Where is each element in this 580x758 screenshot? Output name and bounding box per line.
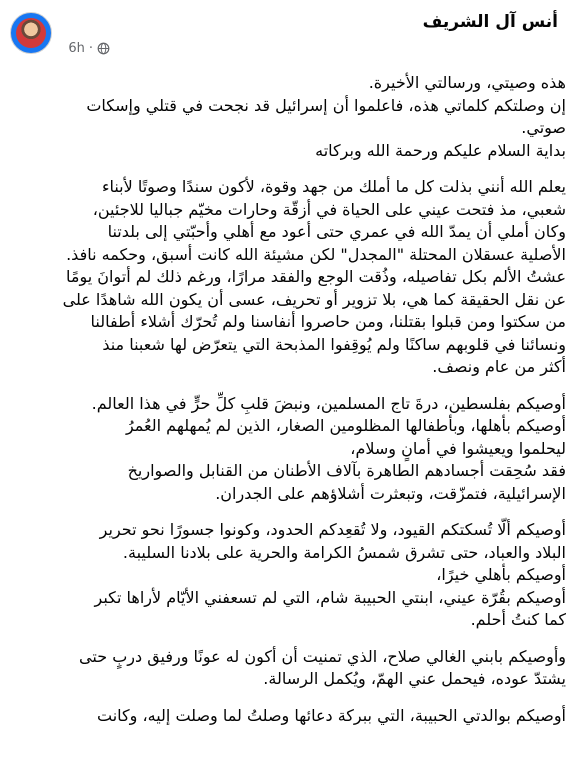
post-paragraph [14,646,566,691]
post-paragraph [14,393,566,506]
globe-icon [97,42,110,55]
post-text-line: عشتُ الألم بكل تفاصيله، وذُقت الوجع والفقد مرارًا، ورغم ذلك لم أتوانَ يومًا [66,267,566,286]
post-paragraph [14,705,566,728]
post-text-line: بداية السلام عليكم ورحمة الله وبركاته [315,140,566,160]
post-paragraph [14,519,566,632]
post-text-line: شعبي، مذ فتحت عيني على الحياة في أزقّة وحارات مخيّم جباليا للاجئين، [92,199,566,219]
avatar[interactable] [10,12,52,54]
post-text-line: الإسرائيلية، فتمزّقت، وتبعثرت أشلاؤهم على الجدران. [215,483,566,503]
post-text-line: عن نقل الحقيقة كما هي، بلا تزوير أو تحريف، عسى أن يكون الله شاهدًا على [62,289,566,309]
post-text-line: الأصلية عسقلان المحتلة "المجدل" لكن مشيئة الله كانت أسبق، وحكمه نافذ. [66,244,566,264]
post-text-line: أوصيكم بفلسطين، درةَ تاج المسلمين، ونبضَ قلبِ كلِّ حرٍّ في هذا العالم. [91,393,566,413]
post-text-line: يعلم الله أنني بذلت كل ما أملك من جهد وقوة، لأكون سندًا وصوتًا لأبناء [101,177,566,196]
author-name[interactable]: أنس آل الشريف [422,12,558,32]
post-text-line: البلاد والعباد، حتى تشرق شمسُ الكرامة والحرية على بلادنا السليبة. [122,542,566,562]
post-text-line: يشتدّ عوده، فيحمل عني الهمّ، ويُكمل الرسالة. [263,669,566,688]
post-text-line: وكان أملي أن يمدّ الله في عمري حتى أعود مع أهلي وأحبّتي إلى بلدتنا [107,222,566,241]
post-text-line: أكثر من عام ونصف. [432,357,566,376]
post-text-line: ونسائنا في قلوبهم ساكنًا ولم يُوقِفوا المذبحة التي يتعرّض لها شعبنا منذ [102,334,566,354]
post-text-line: إن وصلتكم كلماتي هذه، فاعلموا أن إسرائيل قد نجحت في قتلي وإسكات [86,95,566,115]
post-text-line: فقد سُحِقت أجسادهم الطاهرة بآلاف الأطنان من القنابل والصواريخ [127,461,566,480]
post-text-line: هذه وصيتي، ورسالتي الأخيرة. [368,73,566,92]
post-paragraph [14,72,566,162]
post-text-line: أوصيكم بأهلها، وبأطفالها المظلومين الصغار، الذين لم يُمهلهم العُمرُ [125,416,566,435]
post-text-line: وأوصيكم بابني الغالي صلاح، الذي تمنيت أن أكون له عونًا ورفيق دربٍ حتى [79,646,566,666]
post-paragraph [14,176,566,379]
post-text-line: ليحلموا ويعيشوا في أمانٍ وسلام، [350,438,566,458]
avatar-image [16,18,46,48]
post-text-line: كما كنتُ أحلم. [470,610,566,629]
post-meta: 6h · [68,41,110,56]
post-body [14,72,566,741]
post-text-line: أوصيكم ألّا تُسكتكم القيود، ولا تُقعِدكم الحدود، وكونوا جسورًا نحو تحرير [99,520,566,539]
post-text-line: أوصيكم بأهلي خيرًا، [436,565,566,584]
post-text-line: صوتي. [521,118,566,137]
post-time[interactable]: 6h [68,41,85,56]
post-text-line: من سكتوا ومن قبلوا بقتلنا، ومن حاصروا أنفاسنا ولم تُحرّك أشلاء أطفالنا [90,312,566,331]
post-header [0,0,580,68]
post-text-line: أوصيكم بقُرّة عيني، ابنتي الحبيبة شام، التي لم تسعفني الأيّام لأراها تكبر [94,587,566,607]
post-text-line: أوصيكم بوالدتي الحبيبة، التي ببركة دعائها وصلتُ لما وصلت إليه، وكانت [97,705,566,725]
